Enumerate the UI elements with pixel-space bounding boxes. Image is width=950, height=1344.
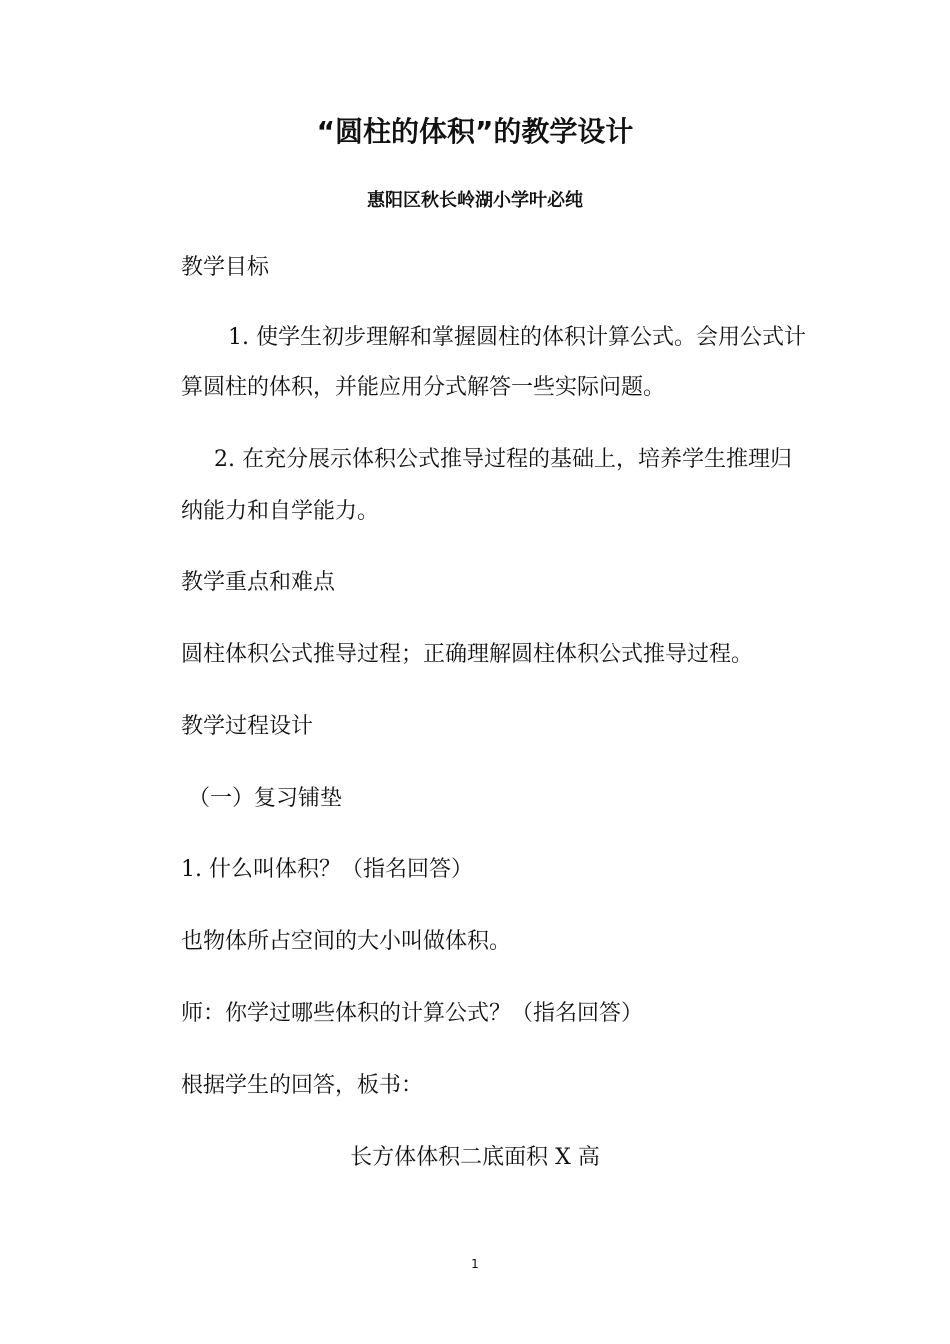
objective-2-line-1: 2. 在充分展示体积公式推导过程的基础上，培养学生推理归	[214, 447, 792, 472]
board-intro: 根据学生的回答，板书：	[181, 1073, 424, 1098]
heading-objectives: 教学目标	[181, 255, 270, 280]
document-title: “圆柱的体积”的教学设计	[316, 115, 634, 148]
heading-key-points: 教学重点和难点	[181, 570, 336, 595]
section-1-heading: （一）复习铺垫	[188, 786, 343, 811]
answer-1: 也物体所占空间的大小叫做体积。	[181, 929, 512, 954]
key-points-text: 圆柱体积公式推导过程；正确理解圆柱体积公式推导过程。	[181, 642, 754, 667]
objective-1-line-1: 1. 使学生初步理解和掌握圆柱的体积计算公式。会用公式计	[228, 325, 806, 350]
objective-2-line-2: 纳能力和自学能力。	[181, 499, 380, 524]
heading-process: 教学过程设计	[181, 714, 314, 739]
question-1: 1. 什么叫体积？（指名回答）	[181, 857, 473, 882]
page-number: 1	[471, 1257, 479, 1271]
objective-1-line-2: 算圆柱的体积，并能应用分式解答一些实际问题。	[181, 375, 666, 400]
teacher-question: 师：你学过哪些体积的计算公式？（指名回答）	[181, 1001, 644, 1026]
formula-cuboid-volume: 长方体体积二底面积 X 高	[350, 1145, 600, 1170]
document-author: 惠阳区秋长岭湖小学叶必纯	[367, 190, 583, 211]
